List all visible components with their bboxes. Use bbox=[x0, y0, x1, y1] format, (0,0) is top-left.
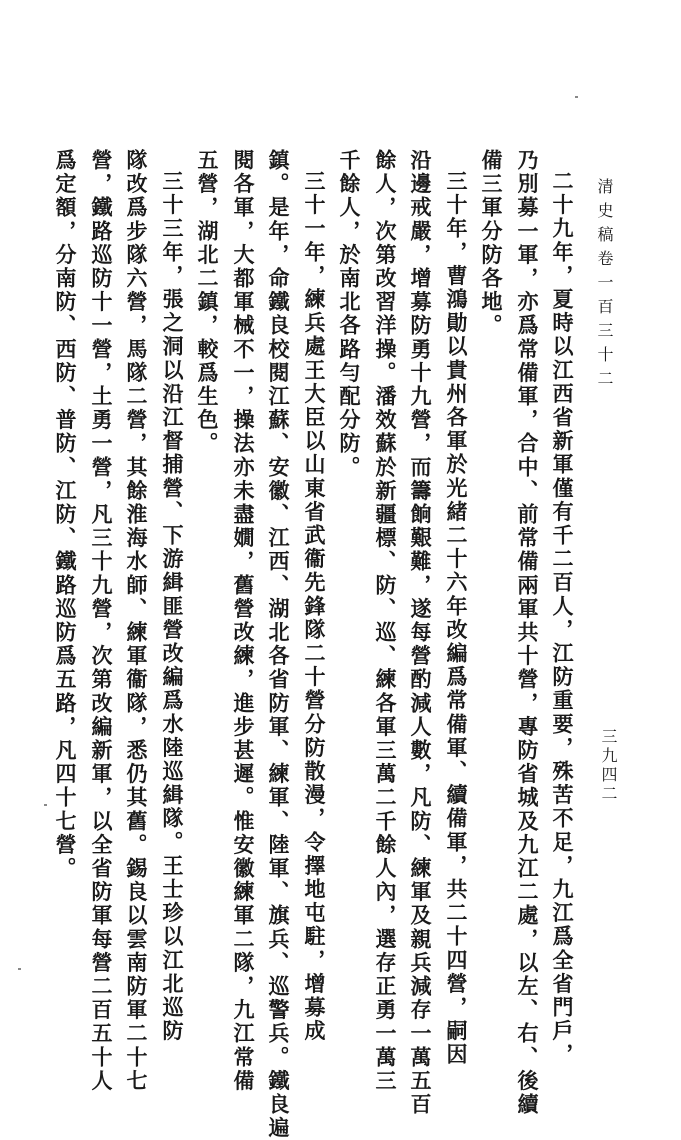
text-column: 營，鐵路巡防十一營，土勇一營，凡三十九營，次第改編新軍，以全省防軍每營二百五十人 bbox=[89, 149, 114, 1093]
text-column: 備三軍分防各地。 bbox=[479, 149, 504, 338]
scan-speck bbox=[18, 968, 21, 970]
book-title-header: 清史稿卷一百三十二 bbox=[595, 178, 614, 394]
page-number: 三九四二 bbox=[599, 728, 618, 804]
scan-speck bbox=[44, 804, 47, 806]
text-column: 爲定額，分南防、西防、普防、江防、鐵路巡防爲五路，凡四十七營。 bbox=[53, 149, 78, 881]
text-column: 餘人，次第改習洋操。潘效蘇於新疆標、防、巡、練各軍三萬二千餘人內，選存正勇一萬三 bbox=[373, 149, 398, 1093]
text-column: 沿邊戒嚴，增募防勇十九營，而籌餉艱難，遂每營酌減人數，凡防、練軍及親兵減存一萬五百 bbox=[408, 149, 433, 1117]
text-column: 三十一年，練兵處王大臣以山東省武衞先鋒隊二十營分防散漫，令擇地屯駐，增募成 bbox=[302, 170, 327, 1044]
text-column: 鎮。是年，命鐵良校閱江蘇、安徽、江西、湖北各省防軍、練軍、陸軍、旗兵、巡警兵。鐵良遍 bbox=[266, 149, 291, 1140]
text-column: 隊改爲步隊六營，馬隊二營，其餘淮海水師、練軍衞隊，悉仍其舊。錫良以雲南防軍二十七 bbox=[124, 149, 149, 1093]
text-column: 閱各軍，大都軍械不一，操法亦未盡嫺，舊營改練，進步甚遲。惟安徽練軍二隊，九江常備 bbox=[231, 149, 256, 1093]
scan-speck bbox=[575, 96, 578, 98]
text-column: 五營，湖北二鎮，較爲生色。 bbox=[195, 149, 220, 456]
text-column: 三十三年，張之洞以沿江督捕營、下游緝匪營改編爲水陸巡緝隊。王士珍以江北巡防 bbox=[160, 170, 185, 1044]
text-column: 乃別募一軍，亦爲常備軍，合中、前常備兩軍共十營，專防省城及九江二處，以左、右、後續 bbox=[515, 149, 540, 1117]
text-column: 三十年，曹鴻勛以貴州各軍於光緒二十六年改編爲常備軍、續備軍，共二十四營，嗣因 bbox=[444, 170, 469, 1067]
text-column: 千餘人，於南北各路勻配分防。 bbox=[337, 149, 362, 480]
text-column: 二十九年，夏時以江西省新軍僅有千二百人，江防重要，殊苦不足，九江爲全省門戶， bbox=[550, 170, 575, 1067]
